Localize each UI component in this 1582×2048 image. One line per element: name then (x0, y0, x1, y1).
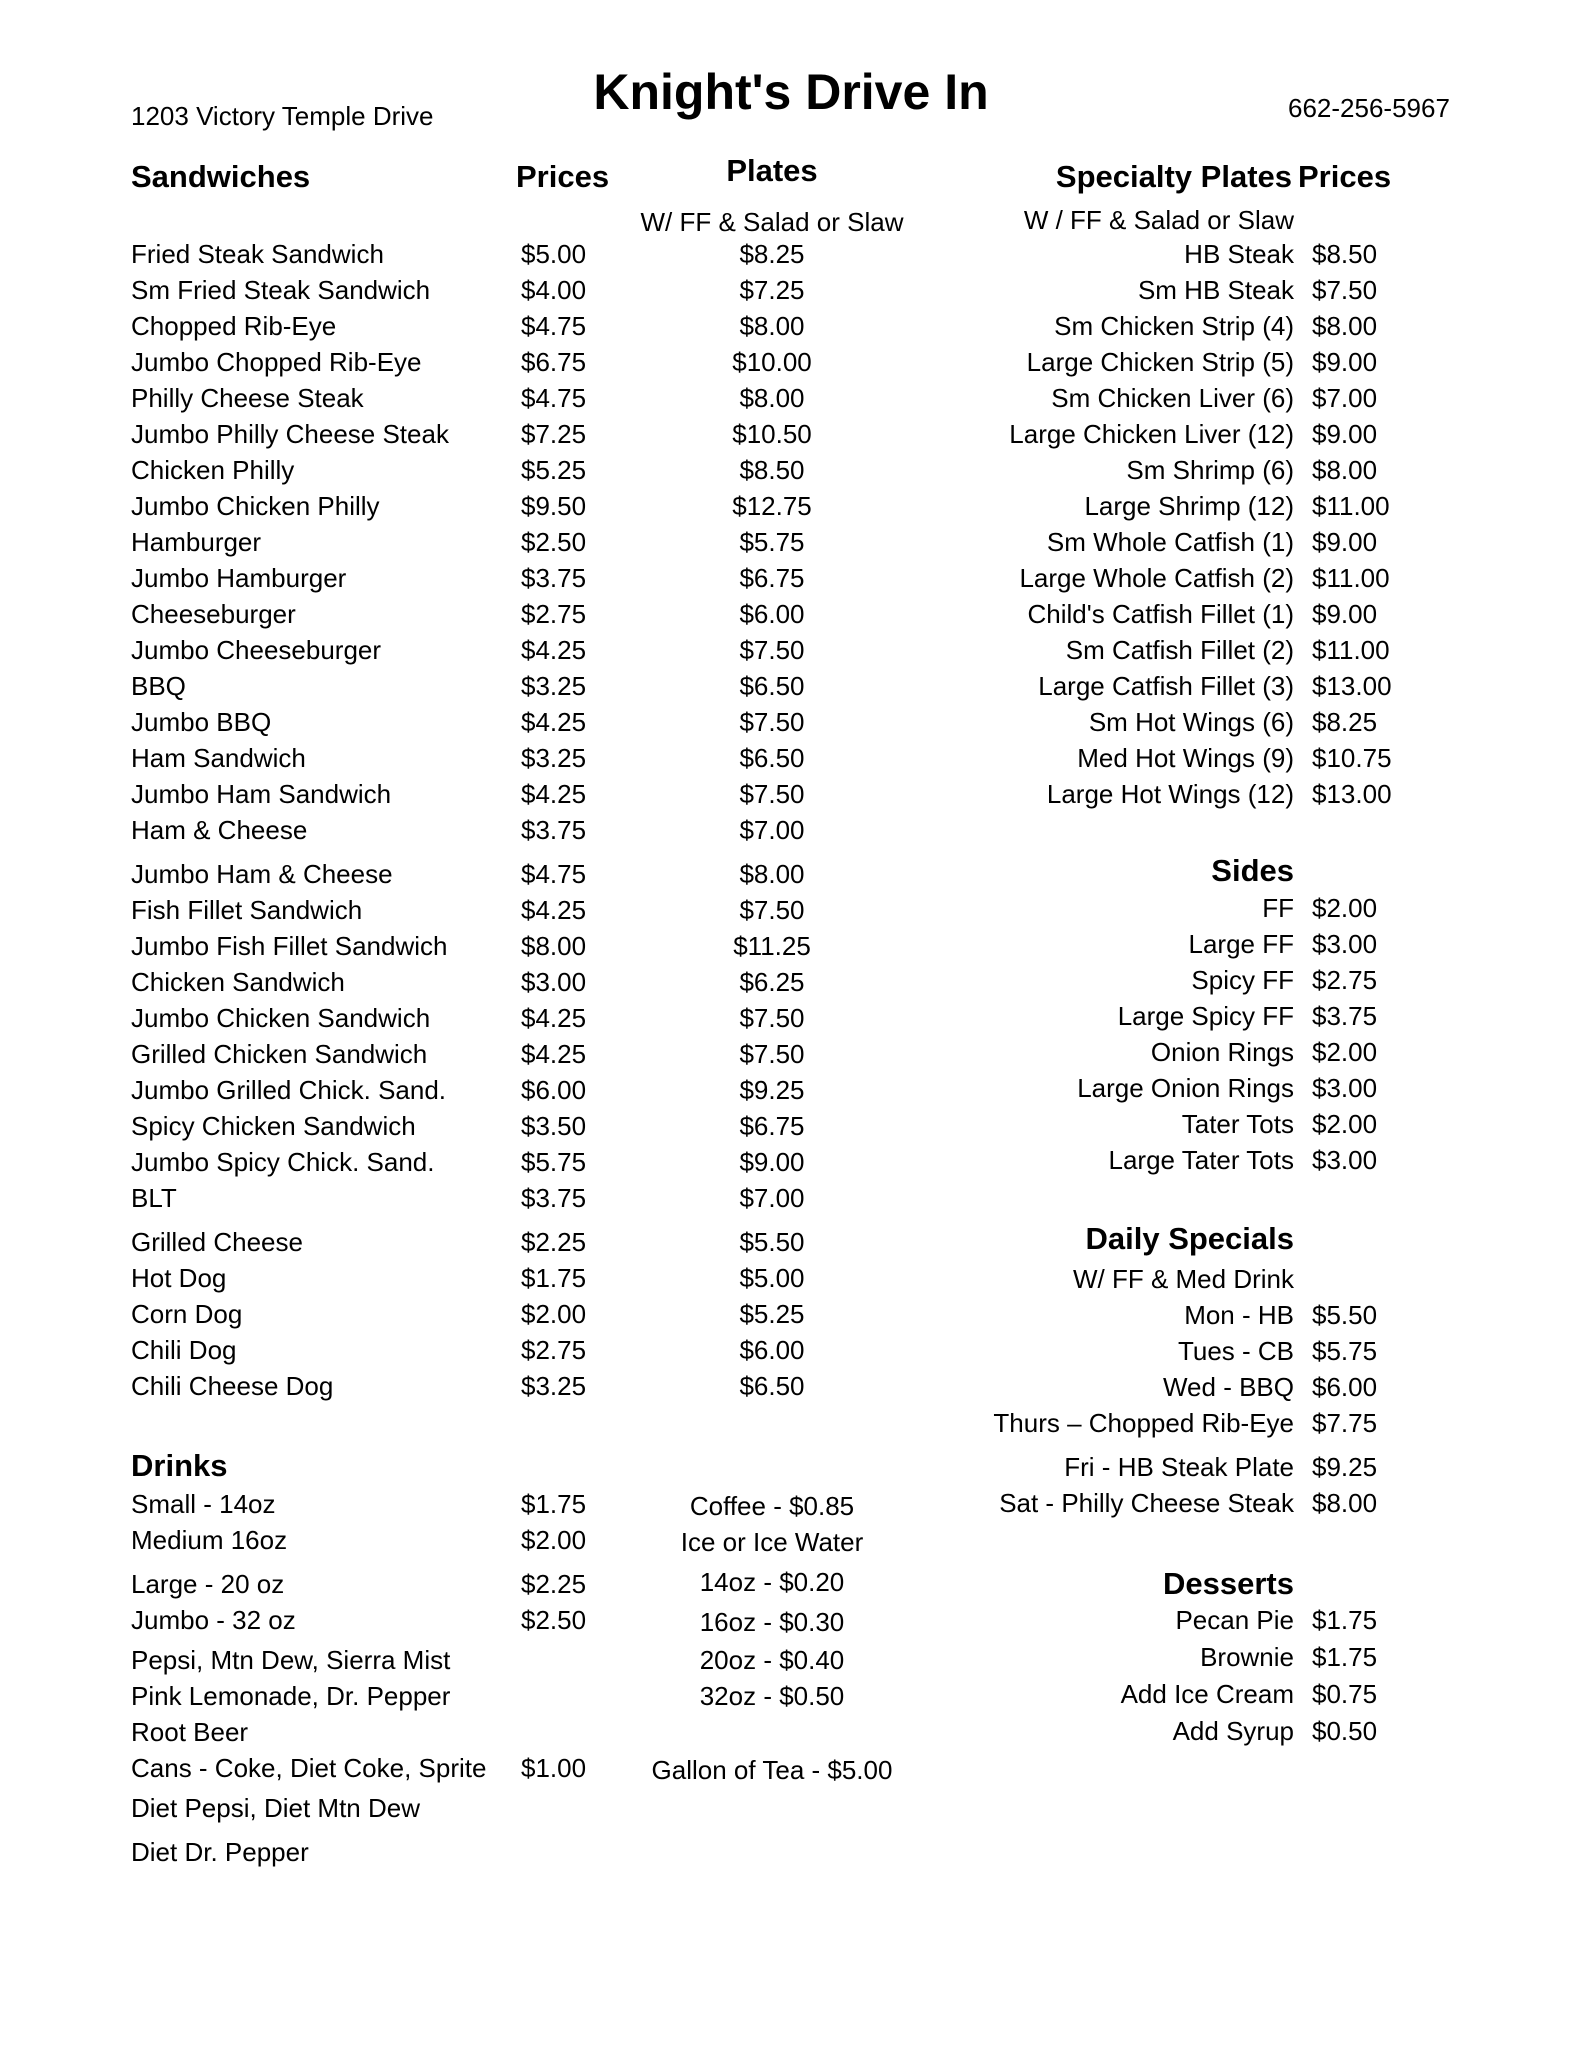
plate-price: $6.50 (739, 1371, 805, 1401)
plate-price: $5.00 (739, 1263, 805, 1293)
sandwich-name: Corn Dog (131, 1299, 243, 1329)
plate-price: $6.50 (739, 671, 805, 701)
drink-extra: Coffee - $0.85 (689, 1491, 855, 1521)
side-item-price: $3.75 (1312, 1001, 1378, 1031)
sandwich-price: $3.25 (521, 743, 587, 773)
specialty-item-name: Child's Catfish Fillet (1) (1027, 599, 1294, 629)
daily-special-price: $7.75 (1312, 1408, 1378, 1438)
plate-price: $12.75 (732, 491, 812, 521)
plate-price: $8.00 (739, 859, 805, 889)
dessert-price: $0.50 (1312, 1716, 1378, 1746)
daily-special-name: Wed - BBQ (1162, 1372, 1294, 1402)
specialty-item-name: Large Chicken Strip (5) (1026, 347, 1294, 377)
sandwich-name: Ham & Cheese (131, 815, 308, 845)
sandwich-name: Grilled Cheese (131, 1227, 303, 1257)
specialty-item-price: $9.00 (1312, 419, 1378, 449)
drink-extra: Ice or Ice Water (680, 1527, 864, 1557)
specialty-note: W / FF & Salad or Slaw (1023, 205, 1294, 235)
plate-price: $7.00 (739, 815, 805, 845)
sandwich-name: Jumbo Spicy Chick. Sand. (131, 1147, 435, 1177)
drinks-heading: Drinks (131, 1448, 228, 1483)
sandwich-name: Jumbo Chopped Rib-Eye (131, 347, 422, 377)
plate-price: $7.50 (739, 707, 805, 737)
dessert-name: Pecan Pie (1175, 1605, 1294, 1635)
plate-price: $6.00 (739, 1335, 805, 1365)
sandwich-price: $7.25 (521, 419, 587, 449)
specialty-item-name: Large Hot Wings (12) (1046, 779, 1294, 809)
daily-special-name: Fri - HB Steak Plate (1064, 1452, 1294, 1482)
specialty-item-name: Sm Shrimp (6) (1126, 455, 1294, 485)
plate-price: $5.75 (739, 527, 805, 557)
daily-special-name: Sat - Philly Cheese Steak (999, 1488, 1294, 1518)
drink-name: Pepsi, Mtn Dew, Sierra Mist (131, 1645, 451, 1675)
desserts-heading: Desserts (1163, 1566, 1294, 1601)
specialty-heading: Specialty Plates (1055, 159, 1292, 194)
page-title: Knight's Drive In (593, 64, 989, 120)
daily-special-price: $6.00 (1312, 1372, 1378, 1402)
plates-heading: Plates (726, 153, 818, 188)
drink-name: Diet Pepsi, Diet Mtn Dew (131, 1793, 420, 1823)
plate-price: $10.50 (732, 419, 812, 449)
sandwich-price: $5.75 (521, 1147, 587, 1177)
address: 1203 Victory Temple Drive (131, 101, 434, 131)
sandwich-name: Hamburger (131, 527, 262, 557)
dessert-name: Add Syrup (1172, 1716, 1294, 1746)
sandwich-price: $4.00 (521, 275, 587, 305)
sandwich-price: $3.00 (521, 967, 587, 997)
sandwich-name: Fish Fillet Sandwich (131, 895, 363, 925)
sandwiches-prices-heading: Prices (516, 159, 610, 194)
sandwich-price: $4.75 (521, 859, 587, 889)
plate-price: $8.50 (739, 455, 805, 485)
drink-price: $2.25 (521, 1569, 587, 1599)
sandwich-name: Fried Steak Sandwich (131, 239, 384, 269)
specialty-item-price: $8.00 (1312, 455, 1378, 485)
side-item-name: Large Tater Tots (1108, 1145, 1294, 1175)
daily-specials-heading: Daily Specials (1085, 1221, 1294, 1256)
specialty-item-price: $7.00 (1312, 383, 1378, 413)
sandwich-price: $8.00 (521, 931, 587, 961)
plate-price: $6.25 (739, 967, 805, 997)
specialty-prices-heading: Prices (1298, 159, 1392, 194)
dessert-price: $1.75 (1312, 1605, 1378, 1635)
plate-price: $8.25 (739, 239, 805, 269)
sandwich-name: Ham Sandwich (131, 743, 306, 773)
sandwich-price: $4.25 (521, 779, 587, 809)
drink-price: $2.50 (521, 1605, 587, 1635)
specialty-item-name: Large Chicken Liver (12) (1009, 419, 1294, 449)
specialty-item-price: $10.75 (1312, 743, 1392, 773)
side-item-price: $3.00 (1312, 1073, 1378, 1103)
side-item-price: $3.00 (1312, 1145, 1378, 1175)
drink-name: Small - 14oz (131, 1489, 276, 1519)
plate-price: $7.50 (739, 635, 805, 665)
side-item-name: Large Onion Rings (1077, 1073, 1294, 1103)
sandwich-name: Spicy Chicken Sandwich (131, 1111, 416, 1141)
plate-price: $8.00 (739, 383, 805, 413)
specialty-item-price: $7.50 (1312, 275, 1378, 305)
sandwich-name: Jumbo Cheeseburger (131, 635, 382, 665)
sandwich-price: $4.25 (521, 1003, 587, 1033)
specialty-item-price: $9.00 (1312, 599, 1378, 629)
drink-extra: 14oz - $0.20 (699, 1567, 845, 1597)
daily-special-price: $5.75 (1312, 1336, 1378, 1366)
drink-price: $2.00 (521, 1525, 587, 1555)
sandwich-price: $4.25 (521, 1039, 587, 1069)
plate-price: $10.00 (732, 347, 812, 377)
dessert-price: $1.75 (1312, 1642, 1378, 1672)
sandwich-name: Jumbo BBQ (131, 707, 272, 737)
drink-extra: 16oz - $0.30 (699, 1607, 845, 1637)
side-item-price: $2.00 (1312, 1037, 1378, 1067)
specialty-item-price: $8.50 (1312, 239, 1378, 269)
plate-price: $8.00 (739, 311, 805, 341)
specialty-item-price: $11.00 (1312, 563, 1390, 593)
sandwich-price: $6.75 (521, 347, 587, 377)
daily-specials-note: W/ FF & Med Drink (1072, 1264, 1294, 1294)
specialty-item-name: Sm Whole Catfish (1) (1046, 527, 1294, 557)
plates-note: W/ FF & Salad or Slaw (640, 207, 904, 237)
sandwich-price: $3.75 (521, 563, 587, 593)
specialty-item-name: Med Hot Wings (9) (1077, 743, 1294, 773)
plate-price: $6.00 (739, 599, 805, 629)
specialty-item-price: $8.00 (1312, 311, 1378, 341)
plate-price: $6.75 (739, 1111, 805, 1141)
daily-special-name: Thurs – Chopped Rib-Eye (993, 1408, 1294, 1438)
side-item-name: Tater Tots (1181, 1109, 1294, 1139)
sandwich-name: Jumbo Philly Cheese Steak (131, 419, 449, 449)
specialty-item-name: Large Catfish Fillet (3) (1038, 671, 1294, 701)
specialty-item-price: $9.00 (1312, 527, 1378, 557)
daily-special-name: Tues - CB (1177, 1336, 1294, 1366)
sandwich-price: $2.25 (521, 1227, 587, 1257)
specialty-item-price: $11.00 (1312, 491, 1390, 521)
sandwich-name: Jumbo Fish Fillet Sandwich (131, 931, 448, 961)
sandwich-price: $1.75 (521, 1263, 587, 1293)
drink-name: Jumbo - 32 oz (131, 1605, 296, 1635)
drink-extra: 20oz - $0.40 (699, 1645, 845, 1675)
side-item-name: Onion Rings (1150, 1037, 1294, 1067)
dessert-price: $0.75 (1312, 1679, 1378, 1709)
sandwich-name: BBQ (131, 671, 186, 701)
plate-price: $6.50 (739, 743, 805, 773)
plate-price: $5.25 (739, 1299, 805, 1329)
sandwich-name: Jumbo Hamburger (131, 563, 347, 593)
sandwich-price: $2.00 (521, 1299, 587, 1329)
plate-price: $7.25 (739, 275, 805, 305)
specialty-item-name: Large Shrimp (12) (1084, 491, 1294, 521)
specialty-item-name: Sm HB Steak (1137, 275, 1294, 305)
daily-special-price: $8.00 (1312, 1488, 1378, 1518)
specialty-item-price: $8.25 (1312, 707, 1378, 737)
specialty-item-name: Sm Hot Wings (6) (1088, 707, 1294, 737)
sandwich-name: Chili Cheese Dog (131, 1371, 334, 1401)
side-item-price: $2.00 (1312, 893, 1378, 923)
sandwich-name: Chicken Philly (131, 455, 295, 485)
sandwich-name: Jumbo Chicken Philly (131, 491, 380, 521)
plate-price: $11.25 (733, 931, 811, 961)
sandwich-name: Grilled Chicken Sandwich (131, 1039, 428, 1069)
sides-heading: Sides (1211, 853, 1294, 888)
drink-name: Diet Dr. Pepper (131, 1837, 309, 1867)
side-item-name: FF (1262, 893, 1294, 923)
dessert-name: Add Ice Cream (1120, 1679, 1294, 1709)
plate-price: $5.50 (739, 1227, 805, 1257)
sandwich-name: Chicken Sandwich (131, 967, 345, 997)
specialty-item-price: $13.00 (1312, 779, 1392, 809)
sandwich-price: $4.75 (521, 383, 587, 413)
sandwiches-heading: Sandwiches (131, 159, 311, 194)
sandwich-name: BLT (131, 1183, 177, 1213)
sandwich-name: Hot Dog (131, 1263, 227, 1293)
specialty-item-name: Sm Chicken Liver (6) (1051, 383, 1294, 413)
side-item-name: Large FF (1188, 929, 1294, 959)
sandwich-price: $4.25 (521, 707, 587, 737)
drink-price: $1.75 (521, 1489, 587, 1519)
sandwich-price: $4.25 (521, 635, 587, 665)
sandwich-price: $3.75 (521, 1183, 587, 1213)
plate-price: $9.00 (739, 1147, 805, 1177)
sandwich-name: Chili Dog (131, 1335, 237, 1365)
specialty-item-name: HB Steak (1184, 239, 1294, 269)
sandwich-name: Philly Cheese Steak (131, 383, 364, 413)
sandwich-price: $3.75 (521, 815, 587, 845)
plate-price: $7.50 (739, 779, 805, 809)
plate-price: $6.75 (739, 563, 805, 593)
sandwich-name: Jumbo Ham & Cheese (131, 859, 393, 889)
daily-special-price: $5.50 (1312, 1300, 1378, 1330)
side-item-price: $2.75 (1312, 965, 1378, 995)
sandwich-price: $2.75 (521, 599, 587, 629)
daily-special-name: Mon - HB (1184, 1300, 1294, 1330)
specialty-item-price: $9.00 (1312, 347, 1378, 377)
sandwich-price: $3.25 (521, 1371, 587, 1401)
side-item-name: Large Spicy FF (1117, 1001, 1294, 1031)
sandwich-name: Jumbo Ham Sandwich (131, 779, 392, 809)
specialty-item-name: Sm Chicken Strip (4) (1054, 311, 1294, 341)
specialty-item-name: Sm Catfish Fillet (2) (1065, 635, 1294, 665)
drink-name: Root Beer (131, 1717, 249, 1747)
plate-price: $9.25 (739, 1075, 805, 1105)
sandwich-price: $5.25 (521, 455, 587, 485)
sandwich-price: $4.75 (521, 311, 587, 341)
drink-extra: 32oz - $0.50 (699, 1681, 845, 1711)
drink-name: Large - 20 oz (131, 1569, 285, 1599)
phone-number: 662-256-5967 (1288, 93, 1450, 123)
side-item-name: Spicy FF (1191, 965, 1294, 995)
sandwich-price: $2.50 (521, 527, 587, 557)
side-item-price: $2.00 (1312, 1109, 1378, 1139)
sandwich-name: Jumbo Grilled Chick. Sand. (131, 1075, 447, 1105)
drink-price: $1.00 (521, 1753, 587, 1783)
plate-price: $7.50 (739, 1003, 805, 1033)
drink-extra: Gallon of Tea - $5.00 (651, 1755, 893, 1785)
dessert-name: Brownie (1200, 1642, 1294, 1672)
drink-name: Cans - Coke, Diet Coke, Sprite (131, 1753, 487, 1783)
specialty-item-price: $11.00 (1312, 635, 1390, 665)
daily-special-price: $9.25 (1312, 1452, 1378, 1482)
plate-price: $7.50 (739, 1039, 805, 1069)
plate-price: $7.50 (739, 895, 805, 925)
sandwich-name: Cheeseburger (131, 599, 296, 629)
side-item-price: $3.00 (1312, 929, 1378, 959)
plate-price: $7.00 (739, 1183, 805, 1213)
sandwich-name: Sm Fried Steak Sandwich (131, 275, 431, 305)
specialty-item-price: $13.00 (1312, 671, 1392, 701)
sandwich-price: $6.00 (521, 1075, 587, 1105)
sandwich-price: $3.25 (521, 671, 587, 701)
sandwich-price: $4.25 (521, 895, 587, 925)
sandwich-price: $9.50 (521, 491, 587, 521)
sandwich-price: $2.75 (521, 1335, 587, 1365)
sandwich-price: $3.50 (521, 1111, 587, 1141)
drink-name: Pink Lemonade, Dr. Pepper (131, 1681, 451, 1711)
sandwich-name: Chopped Rib-Eye (131, 311, 337, 341)
drink-name: Medium 16oz (131, 1525, 288, 1555)
sandwich-name: Jumbo Chicken Sandwich (131, 1003, 431, 1033)
specialty-item-name: Large Whole Catfish (2) (1019, 563, 1294, 593)
sandwich-price: $5.00 (521, 239, 587, 269)
